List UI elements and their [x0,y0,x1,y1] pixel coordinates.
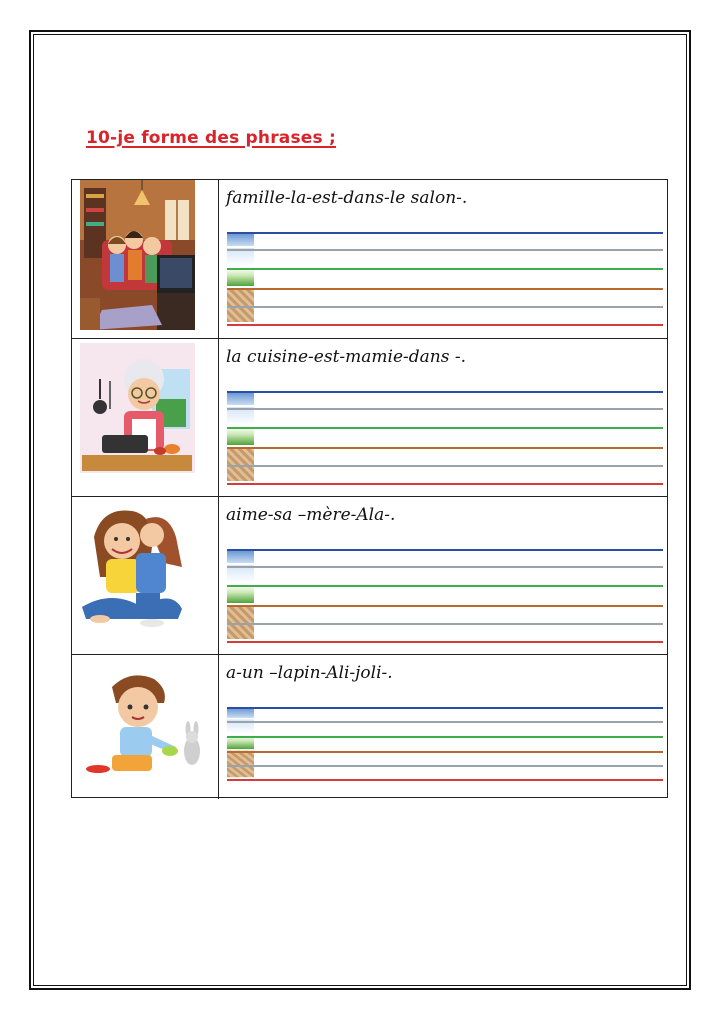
scrambled-sentence: famille-la-est-dans-le salon-. [226,188,468,208]
table-row [72,339,667,497]
boy-feeding-rabbit-image [72,655,219,799]
scrambled-sentence: aime-sa –mère-Ala-. [226,505,396,525]
scrambled-sentence: la cuisine-est-mamie-dans -. [226,347,467,367]
table-row [72,655,667,799]
table-row [72,180,667,339]
grandmother-kitchen-image [72,339,219,496]
table-row [72,497,667,655]
family-living-room-image [72,180,219,338]
exercise-table [71,179,668,798]
scrambled-sentence: a-un –lapin-Ali-joli-. [226,663,393,683]
exercise-title: 10-je forme des phrases ; [86,128,336,148]
girl-hugging-mother-image [72,497,219,654]
